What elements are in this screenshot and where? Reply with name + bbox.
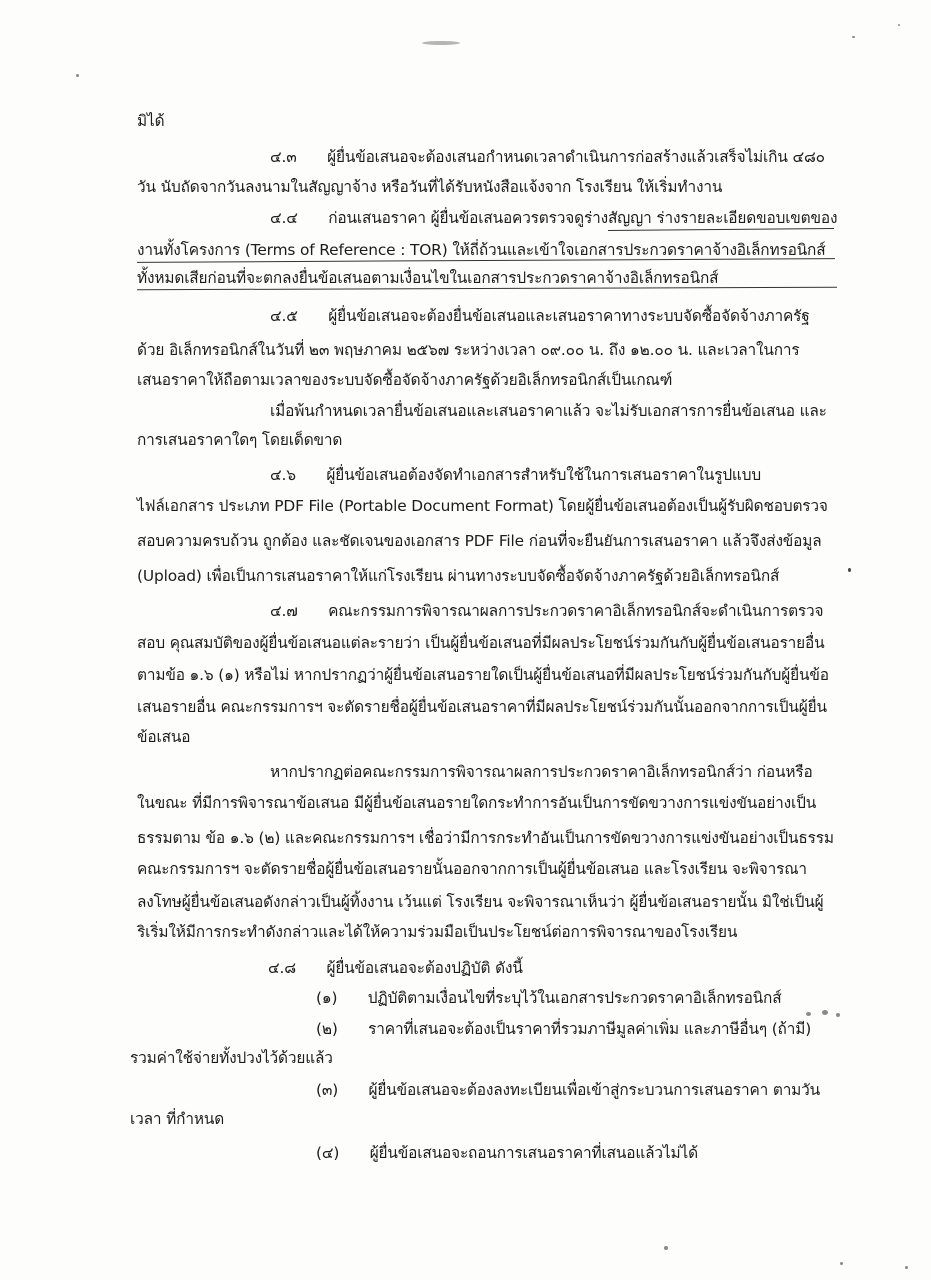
scan-speck [840,1262,843,1265]
text-line: ตามข้อ ๑.๖ (๑) หรือไม่ หากปรากฏว่าผู้ยื่นข้อเสนอรายใดเป็นผู้ยื่นข้อเสนอที่มีผลประโยชน์ร่วมกันกับผู้ยื่นข้อ [137,666,829,684]
text-line: คณะกรรมการฯ จะตัดรายชื่อผู้ยื่นข้อเสนอรายนั้นออกจากการเป็นผู้ยื่นข้อเสนอ และโรงเรียน จะพิจารณา [137,860,807,878]
clause-heading: ๔.๗ คณะกรรมการพิจารณาผลการประกวดราคาอิเล็กทรอนิกส์จะดำเนินการตรวจ [270,602,824,620]
text-line: รวมค่าใช้จ่ายทั้งปวงไว้ด้วยแล้ว [130,1049,333,1067]
clause-heading: ๔.๖ ผู้ยื่นข้อเสนอต้องจัดทำเอกสารสำหรับใช้ในการเสนอราคาในรูปแบบ [270,466,761,484]
scan-speck [822,1010,828,1015]
scan-speck [852,36,855,38]
clause-heading: ๔.๕ ผู้ยื่นข้อเสนอจะต้องยื่นข้อเสนอและเสนอราคาทางระบบจัดซื้อจัดจ้างภาครัฐ [270,307,810,325]
scan-speck [836,1013,840,1017]
text-line: ลงโทษผู้ยื่นข้อเสนอดังกล่าวเป็นผู้ทิ้งงาน เว้นแต่ โรงเรียน จะพิจารณาเห็นว่า ผู้ยื่นข้อเสนอรายนั้น มิใช่เป็นผู้ [137,893,824,911]
text-line: เสนอราคาให้ถือตามเวลาของระบบจัดซื้อจัดจ้างภาครัฐด้วยอิเล็กทรอนิกส์เป็นเกณฑ์ [137,371,673,389]
text-line: ในขณะ ที่มีการพิจารณาข้อเสนอ มีผู้ยื่นข้อเสนอรายใดกระทำการอันเป็นการขัดขวางการแข่งขันอย่างเป็น [137,794,817,812]
text-line: ริเริ่มให้มีการกระทำดังกล่าวและได้ให้ความร่วมมือเป็นประโยชน์ต่อการพิจารณาของโรงเรียน [137,923,738,941]
text-line: ไฟล์เอกสาร ประเภท PDF File (Portable Document Format) โดยผู้ยื่นข้อเสนอต้องเป็นผู้รับผิดชอบตรวจ [137,497,828,515]
text-line: หากปรากฏต่อคณะกรรมการพิจารณาผลการประกวดราคาอิเล็กทรอนิกส์ว่า ก่อนหรือ [270,763,813,781]
sub-item: (๓) ผู้ยื่นข้อเสนอจะต้องลงทะเบียนเพื่อเข้าสู่กระบวนการเสนอราคา ตามวัน [316,1081,821,1099]
text-line: เมื่อพ้นกำหนดเวลายื่นข้อเสนอและเสนอราคาแล้ว จะไม่รับเอกสารการยื่นข้อเสนอ และ [270,402,827,420]
clause-heading: ๔.๔ ก่อนเสนอราคา ผู้ยื่นข้อเสนอควรตรวจดูร่างสัญญา ร่างรายละเอียดขอบเขตของ [270,209,838,227]
text-line: ธรรมตาม ข้อ ๑.๖ (๒) และคณะกรรมการฯ เชื่อว่ามีการกระทำอันเป็นการขัดขวางการแข่งขันอย่างเป็นธรรม [137,829,834,847]
scan-speck [905,1266,908,1269]
scan-speck [806,1012,811,1016]
text-line: การเสนอราคาใดๆ โดยเด็ดขาด [137,431,343,449]
scan-speck [76,74,79,77]
clause-heading: ๔.๓ ผู้ยื่นข้อเสนอจะต้องเสนอกำหนดเวลาดำเนินการก่อสร้างแล้วเสร็จไม่เกิน ๔๘๐ [270,148,825,166]
sub-item: (๑) ปฏิบัติตามเงื่อนไขที่ระบุไว้ในเอกสารประกวดราคาอิเล็กทรอนิกส์ [316,989,782,1007]
text-line: (Upload) เพื่อเป็นการเสนอราคาให้แก่โรงเรียน ผ่านทางระบบจัดซื้อจัดจ้างภาครัฐด้วยอิเล็กทรอนิกส์ [137,567,780,585]
text-line: งานทั้งโครงการ (Terms of Reference : TOR) ให้ถี่ถ้วนและเข้าใจเอกสารประกวดราคาจ้างอิเล็กทรอนิกส์ [137,241,826,259]
text-line: ด้วย อิเล็กทรอนิกส์ในวันที่ ๒๓ พฤษภาคม ๒๕๖๗ ระหว่างเวลา ๐๙.๐๐ น. ถึง ๑๒.๐๐ น. และเวลาในการ [137,341,800,359]
text-line: ทั้งหมดเสียก่อนที่จะตกลงยื่นข้อเสนอตามเงื่อนไขในเอกสารประกวดราคาจ้างอิเล็กทรอนิกส์ [137,269,719,287]
text-line: มิได้ [137,112,165,130]
text-line: ข้อเสนอ [137,728,191,746]
sub-item: (๔) ผู้ยื่นข้อเสนอจะถอนการเสนอราคาที่เสนอแล้วไม่ได้ [316,1144,698,1162]
text-line: เสนอรายอื่น คณะกรรมการฯ จะตัดรายชื่อผู้ยื่นข้อเสนอราคาที่มีผลประโยชน์ร่วมกันนั้นออกจากการเป็นผู้ยื่น [137,698,827,716]
scan-smudge [422,41,460,45]
sub-item: (๒) ราคาที่เสนอจะต้องเป็นราคาที่รวมภาษีมูลค่าเพิ่ม และภาษีอื่นๆ (ถ้ามี) [316,1020,812,1038]
text-line: วัน นับถัดจากวันลงนามในสัญญาจ้าง หรือวันที่ได้รับหนังสือแจ้งจาก โรงเรียน ให้เริ่มทำงาน [137,178,723,196]
scan-speck [898,24,900,26]
text-line: สอบความครบถ้วน ถูกต้อง และชัดเจนของเอกสาร PDF File ก่อนที่จะยืนยันการเสนอราคา แล้วจึงส่งข้อมูล [137,532,822,550]
scan-speck [664,1246,668,1250]
text-line: สอบ คุณสมบัติของผู้ยื่นข้อเสนอแต่ละรายว่า เป็นผู้ยื่นข้อเสนอที่มีผลประโยชน์ร่วมกันกับผู้ยื่นข้อเสนอรายอื่น [137,634,825,652]
clause-heading: ๔.๘ ผู้ยื่นข้อเสนอจะต้องปฏิบัติ ดังนี้ [268,959,523,977]
text-line: เวลา ที่กำหนด [130,1110,225,1128]
scan-speck [848,568,851,572]
